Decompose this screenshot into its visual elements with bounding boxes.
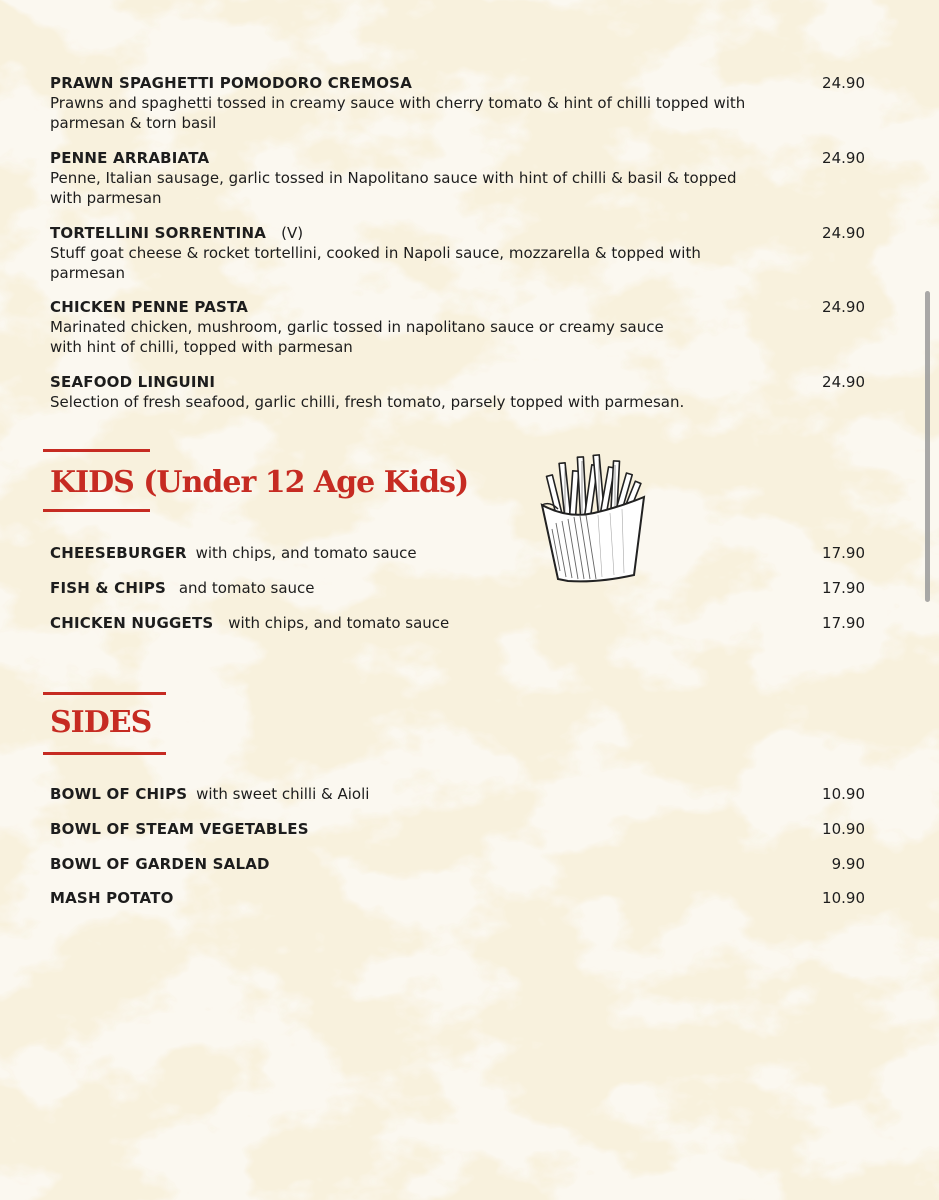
sides-section-title: SIDES	[50, 705, 152, 740]
item-price: 24.90	[822, 74, 865, 92]
item-name: FISH & CHIPS	[50, 579, 167, 597]
item-price: 10.90	[822, 889, 865, 907]
sides-item-bowl-of-chips	[50, 784, 865, 804]
item-note: with sweet chilli & Aioli	[196, 785, 370, 803]
kids-item-fish-chips	[50, 578, 865, 598]
item-name: BOWL OF GARDEN SALAD	[50, 855, 270, 873]
menu-item-seafood-linguini	[50, 372, 865, 412]
menu-item-prawn-spaghetti	[50, 73, 865, 133]
scrollbar[interactable]	[925, 291, 930, 602]
item-name: MASH POTATO	[50, 889, 174, 907]
menu-item-chicken-penne	[50, 297, 865, 357]
menu-item-tortellini	[50, 223, 865, 283]
item-name: CHICKEN NUGGETS	[50, 614, 214, 632]
item-description: Penne, Italian sausage, garlic tossed in Napolitano sauce with hint of chilli & basil & topped with parmesan	[50, 169, 737, 207]
section-rule-top	[43, 692, 166, 695]
item-description: Stuff goat cheese & rocket tortellini, cooked in Napoli sauce, mozzarella & topped with parmesan	[50, 244, 701, 282]
vegetarian-tag: (V)	[281, 224, 304, 242]
menu-item-penne-arrabiata	[50, 148, 865, 208]
sides-item-mash-potato	[50, 888, 865, 908]
item-name: PRAWN SPAGHETTI POMODORO CREMOSA	[50, 74, 412, 92]
fries-icon	[538, 453, 650, 585]
section-rule-bottom	[43, 752, 166, 755]
item-price: 24.90	[822, 149, 865, 167]
item-description: Prawns and spaghetti tossed in creamy sauce with cherry tomato & hint of chilli topped with parmesan & torn basil	[50, 94, 746, 132]
item-name: SEAFOOD LINGUINI	[50, 373, 216, 391]
item-name: CHEESEBURGER	[50, 544, 187, 562]
item-note: and tomato sauce	[178, 579, 315, 597]
item-name: CHICKEN PENNE PASTA	[50, 298, 249, 316]
item-note: with chips, and tomato sauce	[195, 544, 417, 562]
kids-section-title: KIDS (Under 12 Age Kids)	[50, 465, 469, 500]
section-rule-bottom	[43, 509, 150, 512]
item-price: 17.90	[822, 544, 865, 562]
kids-item-cheeseburger	[50, 543, 865, 563]
sides-item-garden-salad	[50, 854, 865, 874]
item-note: with chips, and tomato sauce	[228, 614, 450, 632]
item-price: 10.90	[822, 820, 865, 838]
item-price: 24.90	[822, 373, 865, 391]
item-name: PENNE ARRABIATA	[50, 149, 210, 167]
item-name: BOWL OF CHIPS	[50, 785, 188, 803]
item-price: 17.90	[822, 614, 865, 632]
item-name: BOWL OF STEAM VEGETABLES	[50, 820, 309, 838]
item-price: 9.90	[831, 855, 865, 873]
item-description: Marinated chicken, mushroom, garlic tossed in napolitano sauce or creamy sauce with hint of chilli, topped with parmesan	[50, 318, 664, 356]
item-name: TORTELLINI SORRENTINA	[50, 224, 267, 242]
section-rule-top	[43, 449, 150, 452]
item-description: Selection of fresh seafood, garlic chilli, fresh tomato, parsely topped with parmesan.	[50, 393, 685, 411]
kids-item-chicken-nuggets	[50, 613, 865, 633]
sides-item-steam-vegetables	[50, 819, 865, 839]
item-price: 24.90	[822, 224, 865, 242]
item-price: 17.90	[822, 579, 865, 597]
item-price: 24.90	[822, 298, 865, 316]
item-price: 10.90	[822, 785, 865, 803]
